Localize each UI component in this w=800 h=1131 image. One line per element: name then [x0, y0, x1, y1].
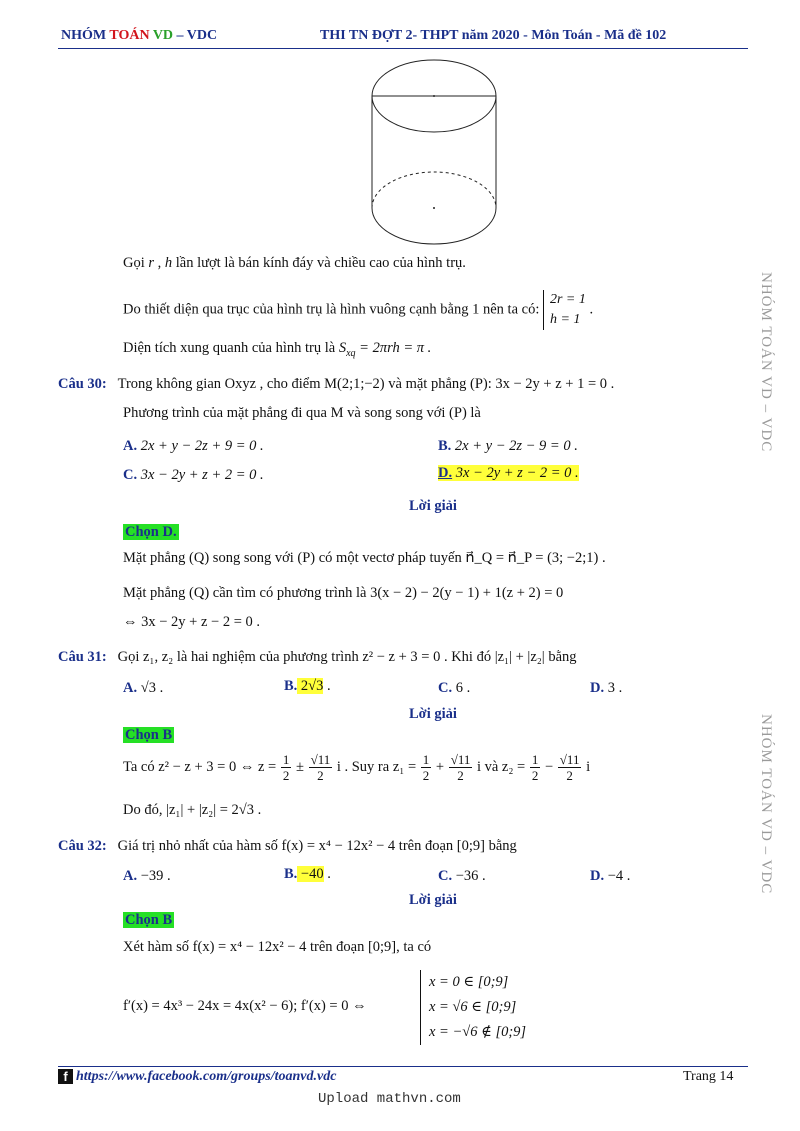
header-divider	[58, 48, 748, 49]
q32-choice-c[interactable]: C. −36 .	[438, 868, 486, 884]
q32-choice-d[interactable]: D. −4 .	[590, 868, 631, 884]
q31-sol1: Ta có z² − z + 3 = 0 ⇔ z = $\frac{1}{2}$ ± $\frac{√11}{2}$ i . Suy ra z₁ = $\frac{1}{2}$ + $\frac{√11}{2}$ i và z₂ = $\frac{1}{2}$ − $\frac{√11}{2}$ i	[123, 752, 591, 783]
group-name-part2: TOÁN	[109, 28, 153, 43]
q30-chon: Chọn D.	[125, 524, 177, 540]
q31-sol2: Do đó, |z₁| + |z₂| = 2√3 .	[123, 802, 262, 818]
footer-link[interactable]: https://www.facebook.com/groups/toanvd.vdc	[76, 1069, 337, 1084]
group-name-part1: NHÓM	[61, 28, 110, 43]
q32-cases	[420, 970, 526, 1045]
cylinder-figure	[366, 54, 502, 250]
q31-choice-c[interactable]: C. 6 .	[438, 680, 471, 696]
q30-loigiai: Lời giải	[409, 498, 457, 514]
q30-label: Câu 30:	[58, 376, 107, 392]
q30-choice-c[interactable]: C. 3x − 2y + z + 2 = 0 .	[123, 467, 264, 483]
q30-choice-d[interactable]: D. 3x − 2y + z − 2 = 0 .	[438, 465, 579, 481]
group-name-part4: – VDC	[173, 28, 218, 43]
q30-sol1: Mặt phẳng (Q) song song với (P) có một vectơ pháp tuyến n⃗_Q = n⃗_P = (3; −2;1) .	[123, 550, 606, 566]
q30-choice-a[interactable]: A. 2x + y − 2z + 9 = 0 .	[123, 438, 264, 454]
q31-choice-b[interactable]: B. 2√3 .	[284, 678, 331, 694]
q30-choice-b[interactable]: B. 2x + y − 2z − 9 = 0 .	[438, 438, 578, 454]
q29-sol-line1: Gọi r , h lần lượt là bán kính đáy và chiều cao của hình trụ.	[123, 255, 466, 271]
header-exam-title: THI TN ĐỢT 2- THPT năm 2020 - Môn Toán - Mã đề 102	[320, 28, 667, 43]
equation-system: 2r = 1 h = 1	[543, 290, 586, 330]
q30-stem-line1: Câu 30: Trong không gian Oxyz , cho điểm M(2;1;−2) và mặt phẳng (P): 3x − 2y + z + 1 = 0 .	[58, 376, 615, 392]
q32-sol2: f′(x) = 4x³ − 24x = 4x(x² − 6); f′(x) = 0 ⇔	[123, 998, 367, 1014]
group-name-part3: VD	[152, 28, 174, 43]
q30-sol3: ⇔ 3x − 2y + z − 2 = 0 .	[123, 614, 261, 630]
q32-chon: Chọn B	[125, 912, 173, 928]
facebook-icon: f	[58, 1069, 73, 1084]
page-number: Trang 14	[683, 1069, 734, 1084]
q32-stem: Câu 32: Giá trị nhỏ nhất của hàm số f(x) = x⁴ − 12x² − 4 trên đoạn [0;9] bằng	[58, 838, 517, 854]
watermark-bottom: NHÓM TOÁN VD – VDC	[758, 714, 774, 895]
q32-loigiai: Lời giải	[409, 892, 457, 908]
q31-chon: Chọn B	[125, 727, 173, 743]
case-1: x = 0 ∈ [0;9]	[429, 974, 509, 990]
q31-stem: Câu 31: Gọi z₁, z₂ là hai nghiệm của phương trình z² − z + 3 = 0 . Khi đó |z₁| + |z₂| bằng	[58, 649, 577, 665]
header-group-name	[61, 28, 217, 44]
q29-sol-line2: Do thiết diện qua trục của hình trụ là hình vuông cạnh bằng 1 nên ta có: 2r = 1 h = 1 .	[123, 290, 593, 330]
q32-choice-a[interactable]: A. −39 .	[123, 868, 171, 884]
q31-choice-d[interactable]: D. 3 .	[590, 680, 623, 696]
case-2: x = √6 ∈ [0;9]	[429, 999, 517, 1015]
q30-stem-line2: Phương trình của mặt phẳng đi qua M và song song với (P) là	[123, 405, 481, 421]
q32-sol1: Xét hàm số f(x) = x⁴ − 12x² − 4 trên đoạn [0;9], ta có	[123, 939, 432, 955]
q31-loigiai: Lời giải	[409, 706, 457, 722]
upload-credit: Upload mathvn.com	[318, 1091, 461, 1107]
watermark-top: NHÓM TOÁN VD – VDC	[758, 272, 774, 453]
q31-label: Câu 31:	[58, 649, 107, 665]
q29-sol-line3: Diện tích xung quanh của hình trụ là $S_{xq} = 2\pi rh = \pi$ .	[123, 340, 432, 359]
q32-choice-b[interactable]: B. −40 .	[284, 866, 331, 882]
case-3: x = −√6 ∉ [0;9]	[429, 1024, 527, 1040]
q32-label: Câu 32:	[58, 838, 107, 854]
q30-sol2: Mặt phẳng (Q) cần tìm có phương trình là 3(x − 2) − 2(y − 1) + 1(z + 2) = 0	[123, 585, 564, 601]
q31-choice-a[interactable]: A. √3 .	[123, 680, 164, 696]
footer-divider	[58, 1066, 748, 1067]
